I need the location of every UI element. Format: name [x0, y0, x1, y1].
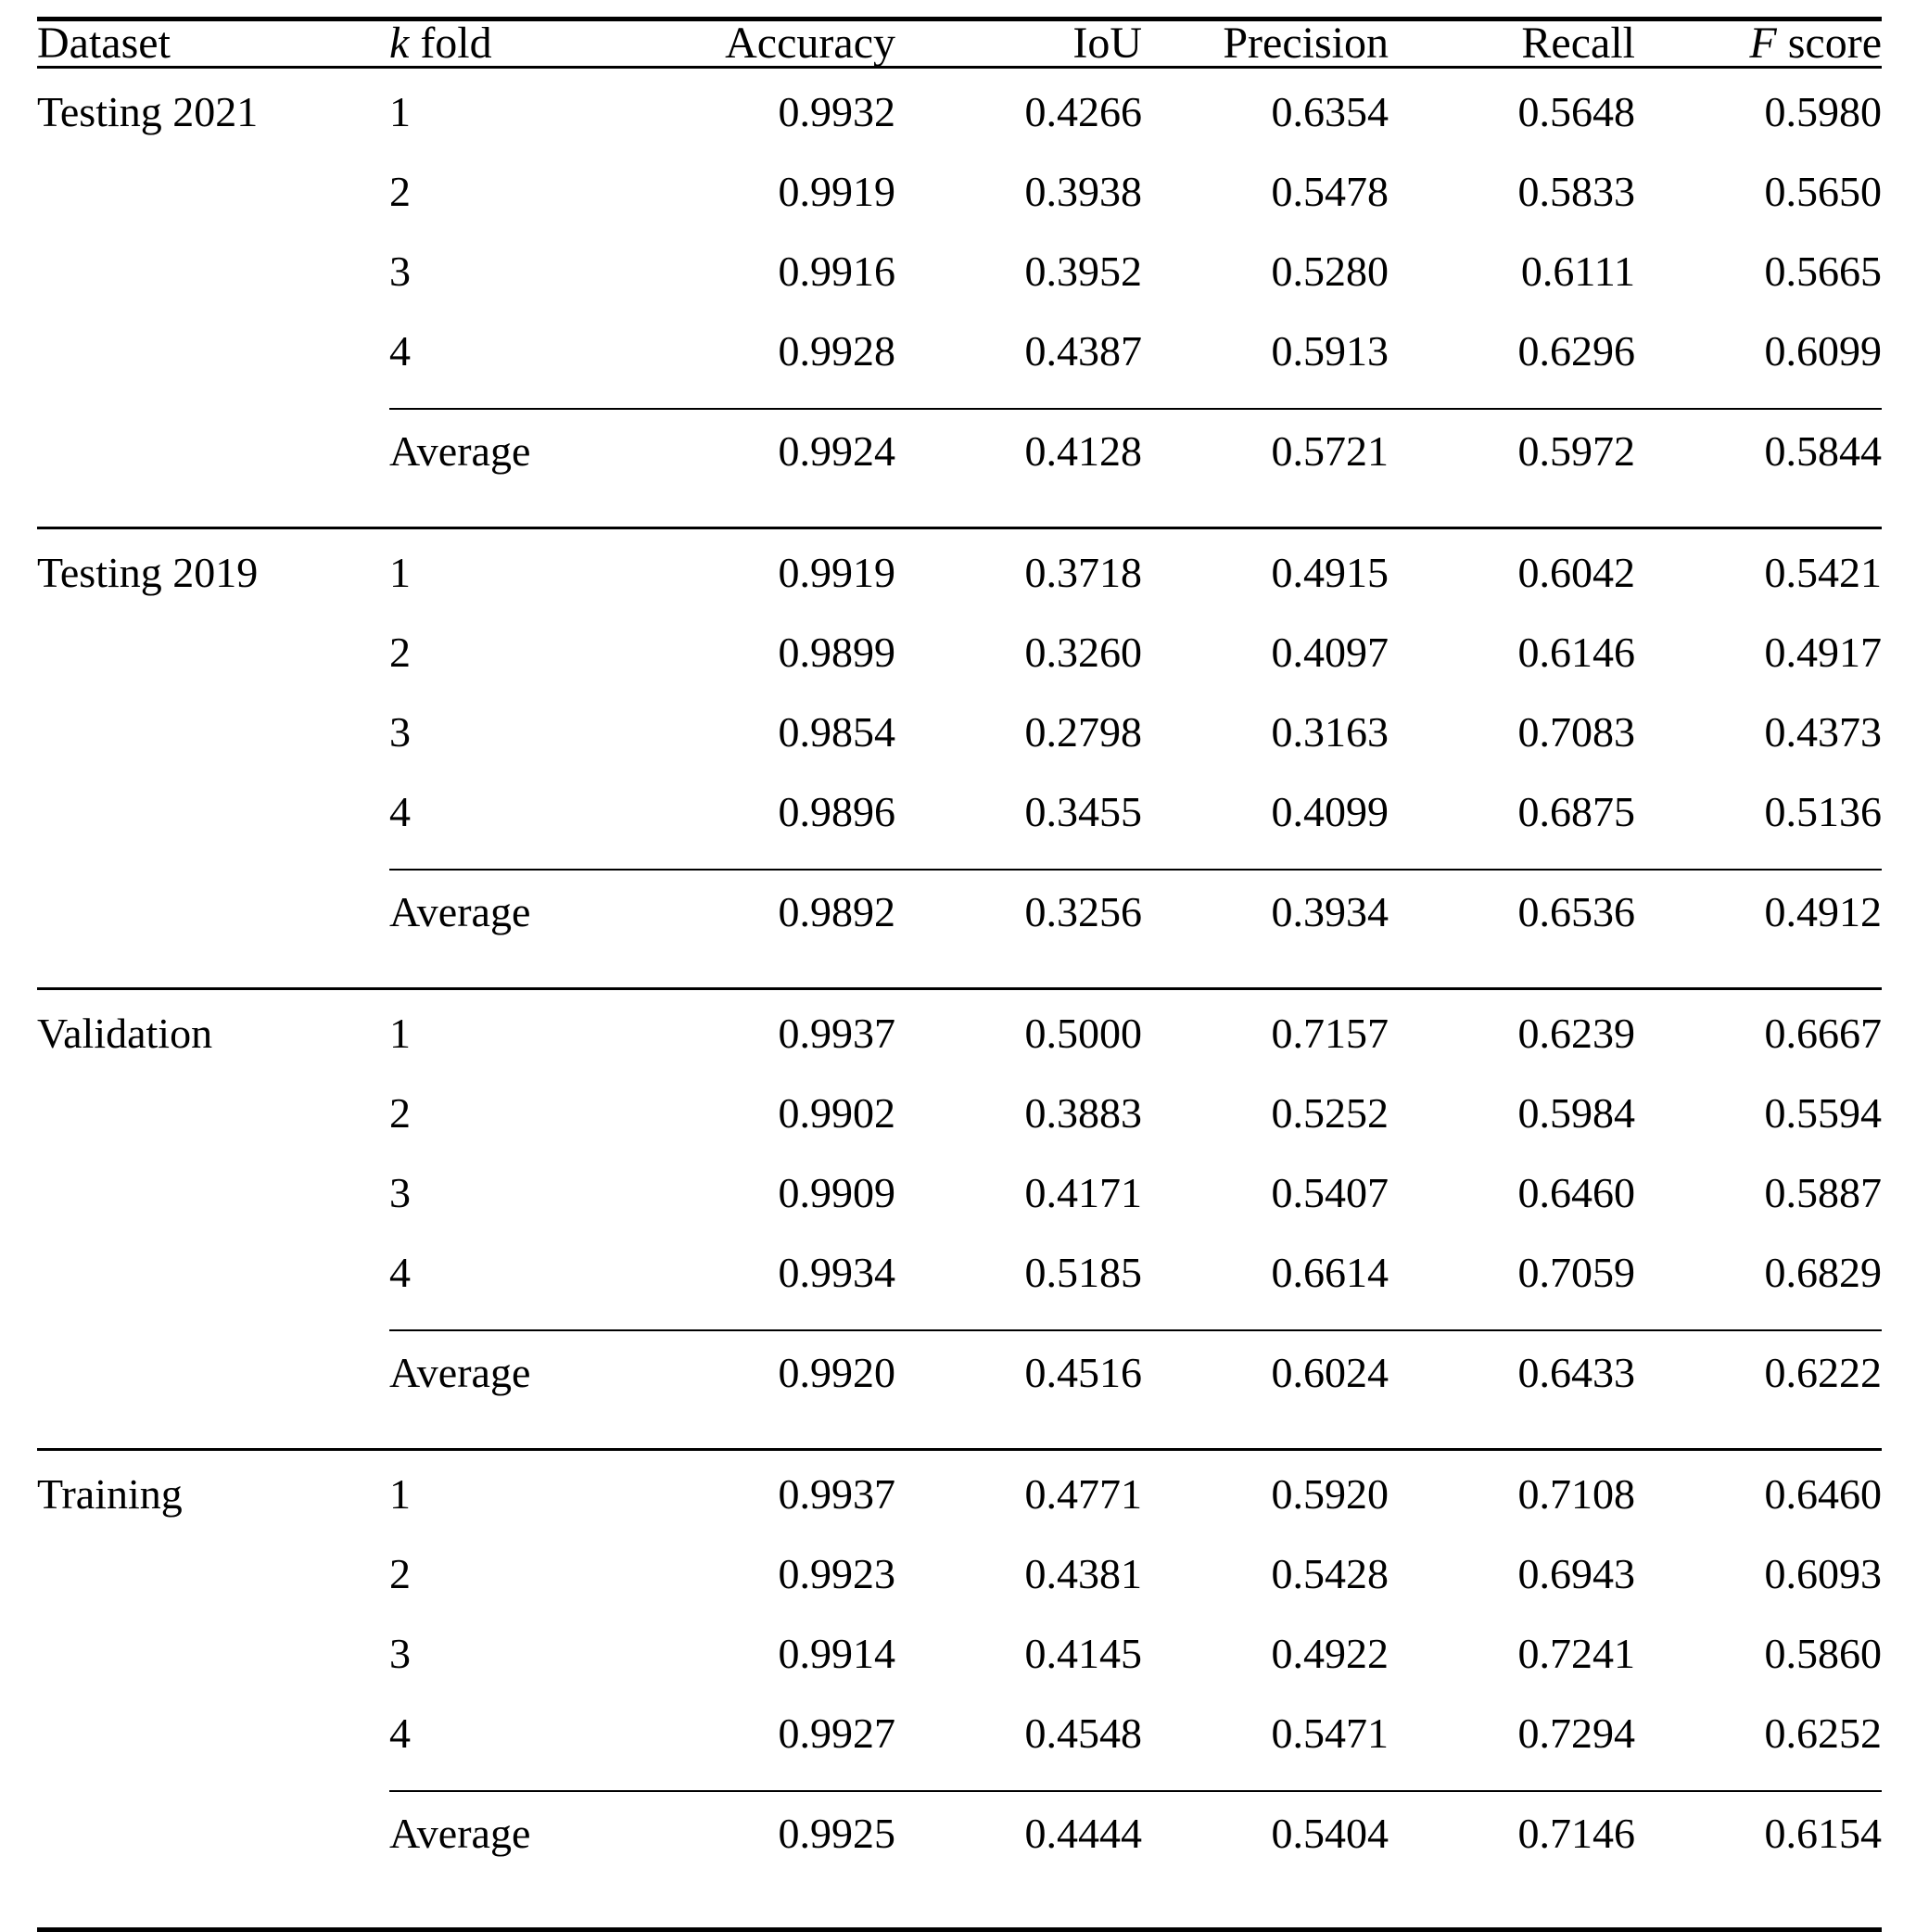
- bottom-rule-cell: [1389, 1909, 1635, 1930]
- row-recall: 0.5972: [1389, 409, 1635, 528]
- row-accuracy: 0.9916: [778, 248, 895, 295]
- row-accuracy: 0.9854: [778, 708, 895, 756]
- row-fscore: 0.5594: [1764, 1089, 1882, 1137]
- row-accuracy: 0.9902: [778, 1089, 895, 1137]
- row-fold: 3: [389, 1630, 411, 1677]
- column-header-fscore: [1635, 19, 1882, 68]
- table-row: [37, 1631, 1882, 1710]
- row-fold: 4: [389, 1249, 411, 1296]
- row-accuracy: 0.9923: [778, 1550, 895, 1597]
- row-fscore: 0.5136: [1764, 788, 1882, 835]
- row-accuracy: 0.9896: [778, 788, 895, 835]
- row-recall: 0.6042: [1389, 528, 1635, 630]
- table-row: [37, 1551, 1882, 1631]
- row-dataset-label: Training: [37, 1450, 389, 1552]
- row-accuracy: 0.9892: [649, 870, 895, 989]
- row-dataset-label: [37, 709, 389, 789]
- row-iou: 0.4145: [1024, 1630, 1142, 1677]
- row-accuracy: 0.9919: [649, 528, 895, 630]
- row-recall: 0.7083: [1517, 708, 1635, 756]
- fscore-word: score: [1776, 19, 1882, 68]
- table-body: [37, 68, 1882, 1930]
- row-accuracy: 0.9928: [778, 327, 895, 375]
- row-precision: 0.5428: [1271, 1550, 1389, 1597]
- row-iou: 0.3952: [1024, 248, 1142, 295]
- row-dataset-label: [37, 1250, 389, 1330]
- row-dataset-label: Testing 2021: [37, 68, 389, 170]
- row-recall: 0.6875: [1517, 788, 1635, 835]
- table-row: [37, 709, 1882, 789]
- row-fscore: 0.4917: [1764, 629, 1882, 676]
- row-accuracy: 0.9920: [649, 1330, 895, 1450]
- row-recall: 0.7241: [1517, 1630, 1635, 1677]
- kfold-word: fold: [409, 19, 492, 68]
- row-fscore: 0.5844: [1635, 409, 1882, 528]
- row-recall: 0.5833: [1517, 168, 1635, 215]
- row-accuracy: 0.9914: [778, 1630, 895, 1677]
- row-accuracy: 0.9925: [649, 1791, 895, 1909]
- table-row: [37, 328, 1882, 409]
- row-precision: 0.5407: [1271, 1169, 1389, 1216]
- row-iou: 0.5185: [1024, 1249, 1142, 1296]
- kfold-symbol: k: [389, 19, 410, 68]
- row-precision: 0.4097: [1271, 629, 1389, 676]
- bottom-rule-cell: [37, 1909, 389, 1930]
- column-header-recall: Recall: [1389, 19, 1635, 68]
- row-dataset-label: [37, 789, 389, 870]
- row-dataset-label: [37, 328, 389, 409]
- row-precision: 0.4922: [1271, 1630, 1389, 1677]
- row-precision: 0.4099: [1271, 788, 1389, 835]
- row-precision: 0.7157: [1142, 989, 1389, 1091]
- row-fscore: 0.6460: [1635, 1450, 1882, 1552]
- table-row-average: [37, 1330, 1882, 1450]
- row-fscore: 0.5887: [1764, 1169, 1882, 1216]
- row-recall: 0.7108: [1389, 1450, 1635, 1552]
- row-dataset-label: [37, 1090, 389, 1170]
- row-dataset-label: [37, 1330, 389, 1450]
- table-row: [37, 1170, 1882, 1250]
- row-accuracy: 0.9919: [778, 168, 895, 215]
- row-recall: 0.6111: [1520, 248, 1635, 295]
- table-row: [37, 629, 1882, 709]
- row-iou: 0.4128: [895, 409, 1142, 528]
- row-fold: 4: [389, 788, 411, 835]
- row-dataset-label: [37, 409, 389, 528]
- row-dataset-label: Validation: [37, 989, 389, 1091]
- row-fscore: 0.5650: [1764, 168, 1882, 215]
- row-dataset-label: [37, 1791, 389, 1909]
- column-header-dataset: Dataset: [37, 19, 389, 68]
- row-fold: 4: [389, 1710, 411, 1757]
- row-recall: 0.6239: [1389, 989, 1635, 1091]
- row-precision: 0.6354: [1142, 68, 1389, 170]
- row-precision: 0.5721: [1142, 409, 1389, 528]
- bottom-rule-cell: [649, 1909, 895, 1930]
- row-fold: 3: [389, 708, 411, 756]
- row-fscore: 0.6093: [1764, 1550, 1882, 1597]
- row-iou: 0.5000: [895, 989, 1142, 1091]
- row-iou: 0.3718: [895, 528, 1142, 630]
- row-fscore: 0.6222: [1635, 1330, 1882, 1450]
- row-dataset-label: [37, 870, 389, 989]
- table-row: [37, 1710, 1882, 1791]
- row-accuracy: 0.9937: [649, 1450, 895, 1552]
- results-table: [37, 17, 1882, 1932]
- row-recall: 0.6460: [1517, 1169, 1635, 1216]
- row-fold: 2: [389, 1550, 411, 1597]
- row-precision: 0.5252: [1271, 1089, 1389, 1137]
- bottom-rule-cell: [895, 1909, 1142, 1930]
- row-precision: 0.5478: [1271, 168, 1389, 215]
- row-iou: 0.3938: [1024, 168, 1142, 215]
- row-fold: 3: [389, 248, 411, 295]
- table-row-average: [37, 409, 1882, 528]
- table-row: [37, 989, 1882, 1091]
- row-fold-average: Average: [389, 1791, 649, 1909]
- column-header-precision: Precision: [1142, 19, 1389, 68]
- row-fscore: 0.4912: [1635, 870, 1882, 989]
- row-fold: 4: [389, 327, 411, 375]
- row-dataset-label: [37, 1631, 389, 1710]
- table-row: [37, 1450, 1882, 1552]
- row-fscore: 0.5421: [1635, 528, 1882, 630]
- column-header-accuracy: Accuracy: [649, 19, 895, 68]
- row-recall: 0.7294: [1517, 1710, 1635, 1757]
- row-fscore: 0.6252: [1764, 1710, 1882, 1757]
- row-recall: 0.6296: [1517, 327, 1635, 375]
- row-iou: 0.4771: [895, 1450, 1142, 1552]
- row-accuracy: 0.9899: [778, 629, 895, 676]
- row-precision: 0.3163: [1271, 708, 1389, 756]
- row-iou: 0.3883: [1024, 1089, 1142, 1137]
- table-row: [37, 68, 1882, 170]
- row-recall: 0.6536: [1389, 870, 1635, 989]
- row-fold: 1: [389, 989, 649, 1091]
- table-row-average: [37, 870, 1882, 989]
- row-fold: 1: [389, 528, 649, 630]
- row-recall: 0.7059: [1517, 1249, 1635, 1296]
- row-fold: 2: [389, 1089, 411, 1137]
- row-fscore: 0.5665: [1764, 248, 1882, 295]
- row-fold: 3: [389, 1169, 411, 1216]
- row-fscore: 0.6667: [1635, 989, 1882, 1091]
- row-precision: 0.5280: [1271, 248, 1389, 295]
- row-recall: 0.6433: [1389, 1330, 1635, 1450]
- row-dataset-label: [37, 248, 389, 328]
- row-accuracy: 0.9927: [778, 1710, 895, 1757]
- row-recall: 0.5984: [1517, 1089, 1635, 1137]
- row-dataset-label: [37, 1710, 389, 1791]
- row-iou: 0.4444: [895, 1791, 1142, 1909]
- table-row: [37, 1250, 1882, 1330]
- row-fold-average: Average: [389, 870, 649, 989]
- table-header-row: [37, 19, 1882, 68]
- row-dataset-label: [37, 169, 389, 248]
- row-precision: 0.4915: [1142, 528, 1389, 630]
- row-precision: 0.5404: [1142, 1791, 1389, 1909]
- bottom-rule-cell: [1142, 1909, 1389, 1930]
- row-dataset-label: [37, 1551, 389, 1631]
- table-head: [37, 19, 1882, 68]
- row-dataset-label: Testing 2019: [37, 528, 389, 630]
- row-fold: 2: [389, 629, 411, 676]
- row-precision: 0.6614: [1271, 1249, 1389, 1296]
- row-iou: 0.3260: [1024, 629, 1142, 676]
- row-iou: 0.4266: [895, 68, 1142, 170]
- row-iou: 0.4548: [1024, 1710, 1142, 1757]
- table-row: [37, 1090, 1882, 1170]
- row-recall: 0.6146: [1517, 629, 1635, 676]
- row-iou: 0.4516: [895, 1330, 1142, 1450]
- row-accuracy: 0.9937: [649, 989, 895, 1091]
- row-iou: 0.4387: [1024, 327, 1142, 375]
- row-fold: 1: [389, 1450, 649, 1552]
- row-fscore: 0.5980: [1635, 68, 1882, 170]
- table-row: [37, 789, 1882, 870]
- bottom-rule-cell: [1635, 1909, 1882, 1930]
- row-accuracy: 0.9934: [778, 1249, 895, 1296]
- row-precision: 0.6024: [1142, 1330, 1389, 1450]
- row-fscore: 0.6154: [1635, 1791, 1882, 1909]
- row-dataset-label: [37, 1170, 389, 1250]
- row-fold-average: Average: [389, 409, 649, 528]
- row-fold: 1: [389, 68, 649, 170]
- row-iou: 0.4171: [1024, 1169, 1142, 1216]
- table-bottom-rule: [37, 1909, 1882, 1930]
- row-fscore: 0.6099: [1764, 327, 1882, 375]
- fscore-symbol: F: [1749, 19, 1777, 68]
- table-row: [37, 528, 1882, 630]
- table-row: [37, 169, 1882, 248]
- row-accuracy: 0.9909: [778, 1169, 895, 1216]
- row-recall: 0.5648: [1389, 68, 1635, 170]
- row-precision: 0.3934: [1142, 870, 1389, 989]
- row-iou: 0.3256: [895, 870, 1142, 989]
- row-precision: 0.5920: [1142, 1450, 1389, 1552]
- row-precision: 0.5913: [1271, 327, 1389, 375]
- row-recall: 0.7146: [1389, 1791, 1635, 1909]
- row-iou: 0.2798: [1024, 708, 1142, 756]
- column-header-iou: IoU: [895, 19, 1142, 68]
- row-recall: 0.6943: [1517, 1550, 1635, 1597]
- row-fold-average: Average: [389, 1330, 649, 1450]
- row-fscore: 0.4373: [1764, 708, 1882, 756]
- table-row: [37, 248, 1882, 328]
- row-fscore: 0.5860: [1764, 1630, 1882, 1677]
- row-iou: 0.3455: [1024, 788, 1142, 835]
- row-accuracy: 0.9932: [649, 68, 895, 170]
- table-row-average: [37, 1791, 1882, 1909]
- row-iou: 0.4381: [1024, 1550, 1142, 1597]
- row-dataset-label: [37, 629, 389, 709]
- column-header-kfold: [389, 19, 649, 68]
- row-fold: 2: [389, 168, 411, 215]
- row-accuracy: 0.9924: [649, 409, 895, 528]
- bottom-rule-cell: [389, 1909, 649, 1930]
- row-fscore: 0.6829: [1764, 1249, 1882, 1296]
- row-precision: 0.5471: [1271, 1710, 1389, 1757]
